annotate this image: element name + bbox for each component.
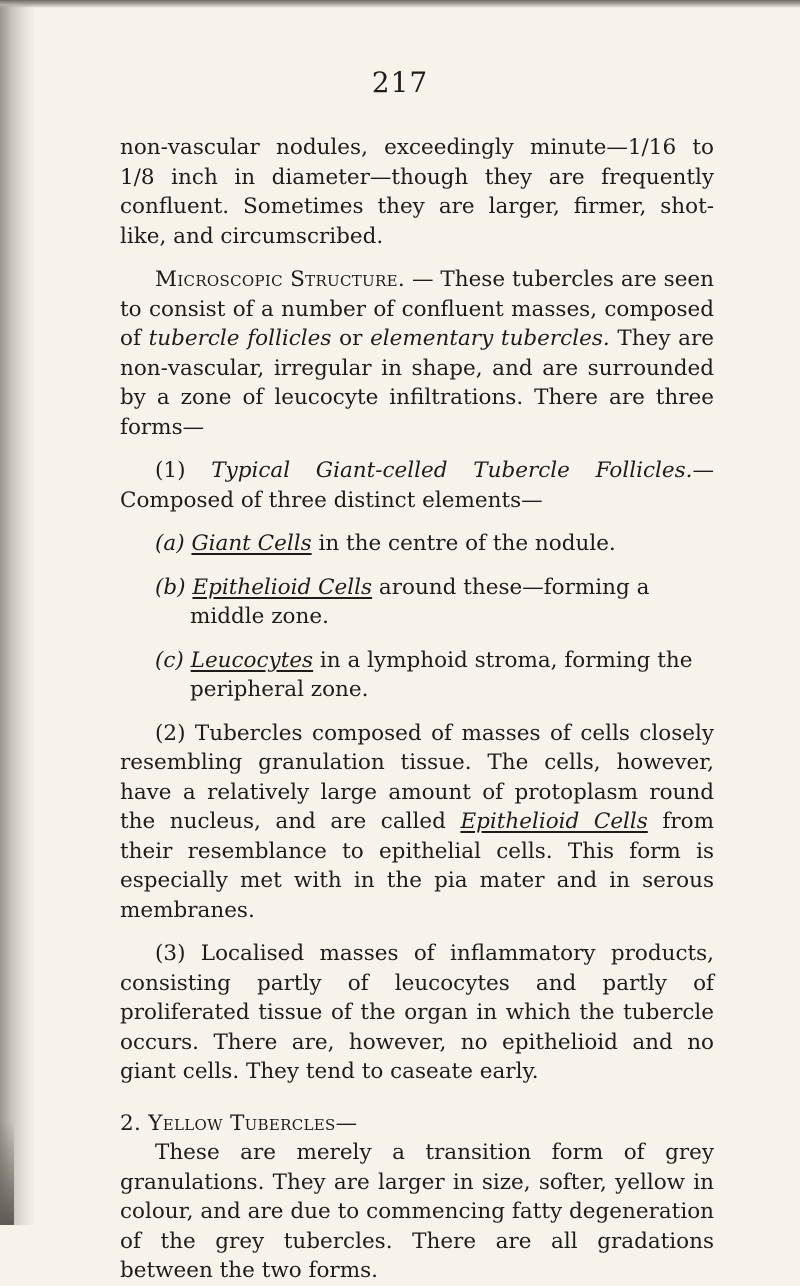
sub-item-b [120,573,714,632]
text-segment: — These tubercles are seen to consist of a number of confluent masses, composed of [120,267,714,351]
page-number: 217 [371,66,429,99]
list-item-2 [120,719,714,926]
section-2-heading: 2. Yellow Tubercles— [120,1110,358,1136]
top-edge-shadow [0,0,800,8]
paragraph-intro: non-vascular nodules, exceedingly minute—1/16 to 1/8 inch in diameter—though they are frequently confluent. Sometimes they are larger, firmer, shot-like, and circumscribed. [120,135,714,249]
section-heading: Microscopic Structure. [155,267,405,292]
sub-item-term: Epithelioid Cells [192,574,373,600]
sub-item-label: (a) [155,531,185,556]
sub-item-text: in a lymphoid stroma, forming the peripheral zone. [190,647,693,702]
item-text: from their resemblance to epithelial cells. This form is especially met with in the pia mater and in serous membranes. [120,809,714,923]
sub-item-c [120,646,714,705]
sub-item-text: in the centre of the nodule. [311,531,616,556]
sub-item-term: Giant Cells [191,531,312,556]
item-text: Localised masses of inflammatory products, consisting partly of leucocytes and partly of proliferated tissue of the organ in which the tubercle occurs. There are, however, no epithelioid and no giant cells. They tend to caseate early. [120,941,714,1084]
item-text: —Composed of three distinct elements— [120,458,714,513]
paragraph-microscopic-structure [120,265,714,442]
italic-term: elementary tubercles. [370,326,610,351]
sub-item-a [120,529,714,559]
sub-item-label: (b) [155,574,186,600]
item-number: (2) [155,720,186,746]
book-binding-shadow [0,0,34,1225]
item-title: Typical Giant-celled Tubercle Follicles. [211,458,693,483]
sub-item-text: around these—forming a middle zone. [190,574,650,629]
item-number: (1) [155,458,186,483]
binding-edge [0,1120,14,1225]
text-segment: They are non-vascular, irregular in shape, and are surrounded by a zone of leucocyte infiltrations. There are three forms— [120,326,714,440]
section-2-text: These are merely a transition form of grey granulations. They are larger in size, softer, yellow in colour, and are due to commencing fatty degeneration of the grey tubercles. There are all gradations between the two forms. [120,1140,714,1283]
page-body [120,133,714,1286]
sub-item-label: (c) [155,647,184,673]
list-item-1 [120,456,714,515]
text-segment: or [331,326,371,351]
list-item-3 [120,939,714,1087]
item-term: Epithelioid Cells [460,809,648,834]
item-text: Tubercles composed of masses of cells closely resembling granulation tissue. The cells, however, have a relatively large amount of protoplasm round the nucleus, and are called [120,720,714,834]
sub-item-term: Leucocytes [190,647,314,673]
item-number: (3) [155,941,186,966]
italic-term: tubercle follicles [148,326,332,351]
